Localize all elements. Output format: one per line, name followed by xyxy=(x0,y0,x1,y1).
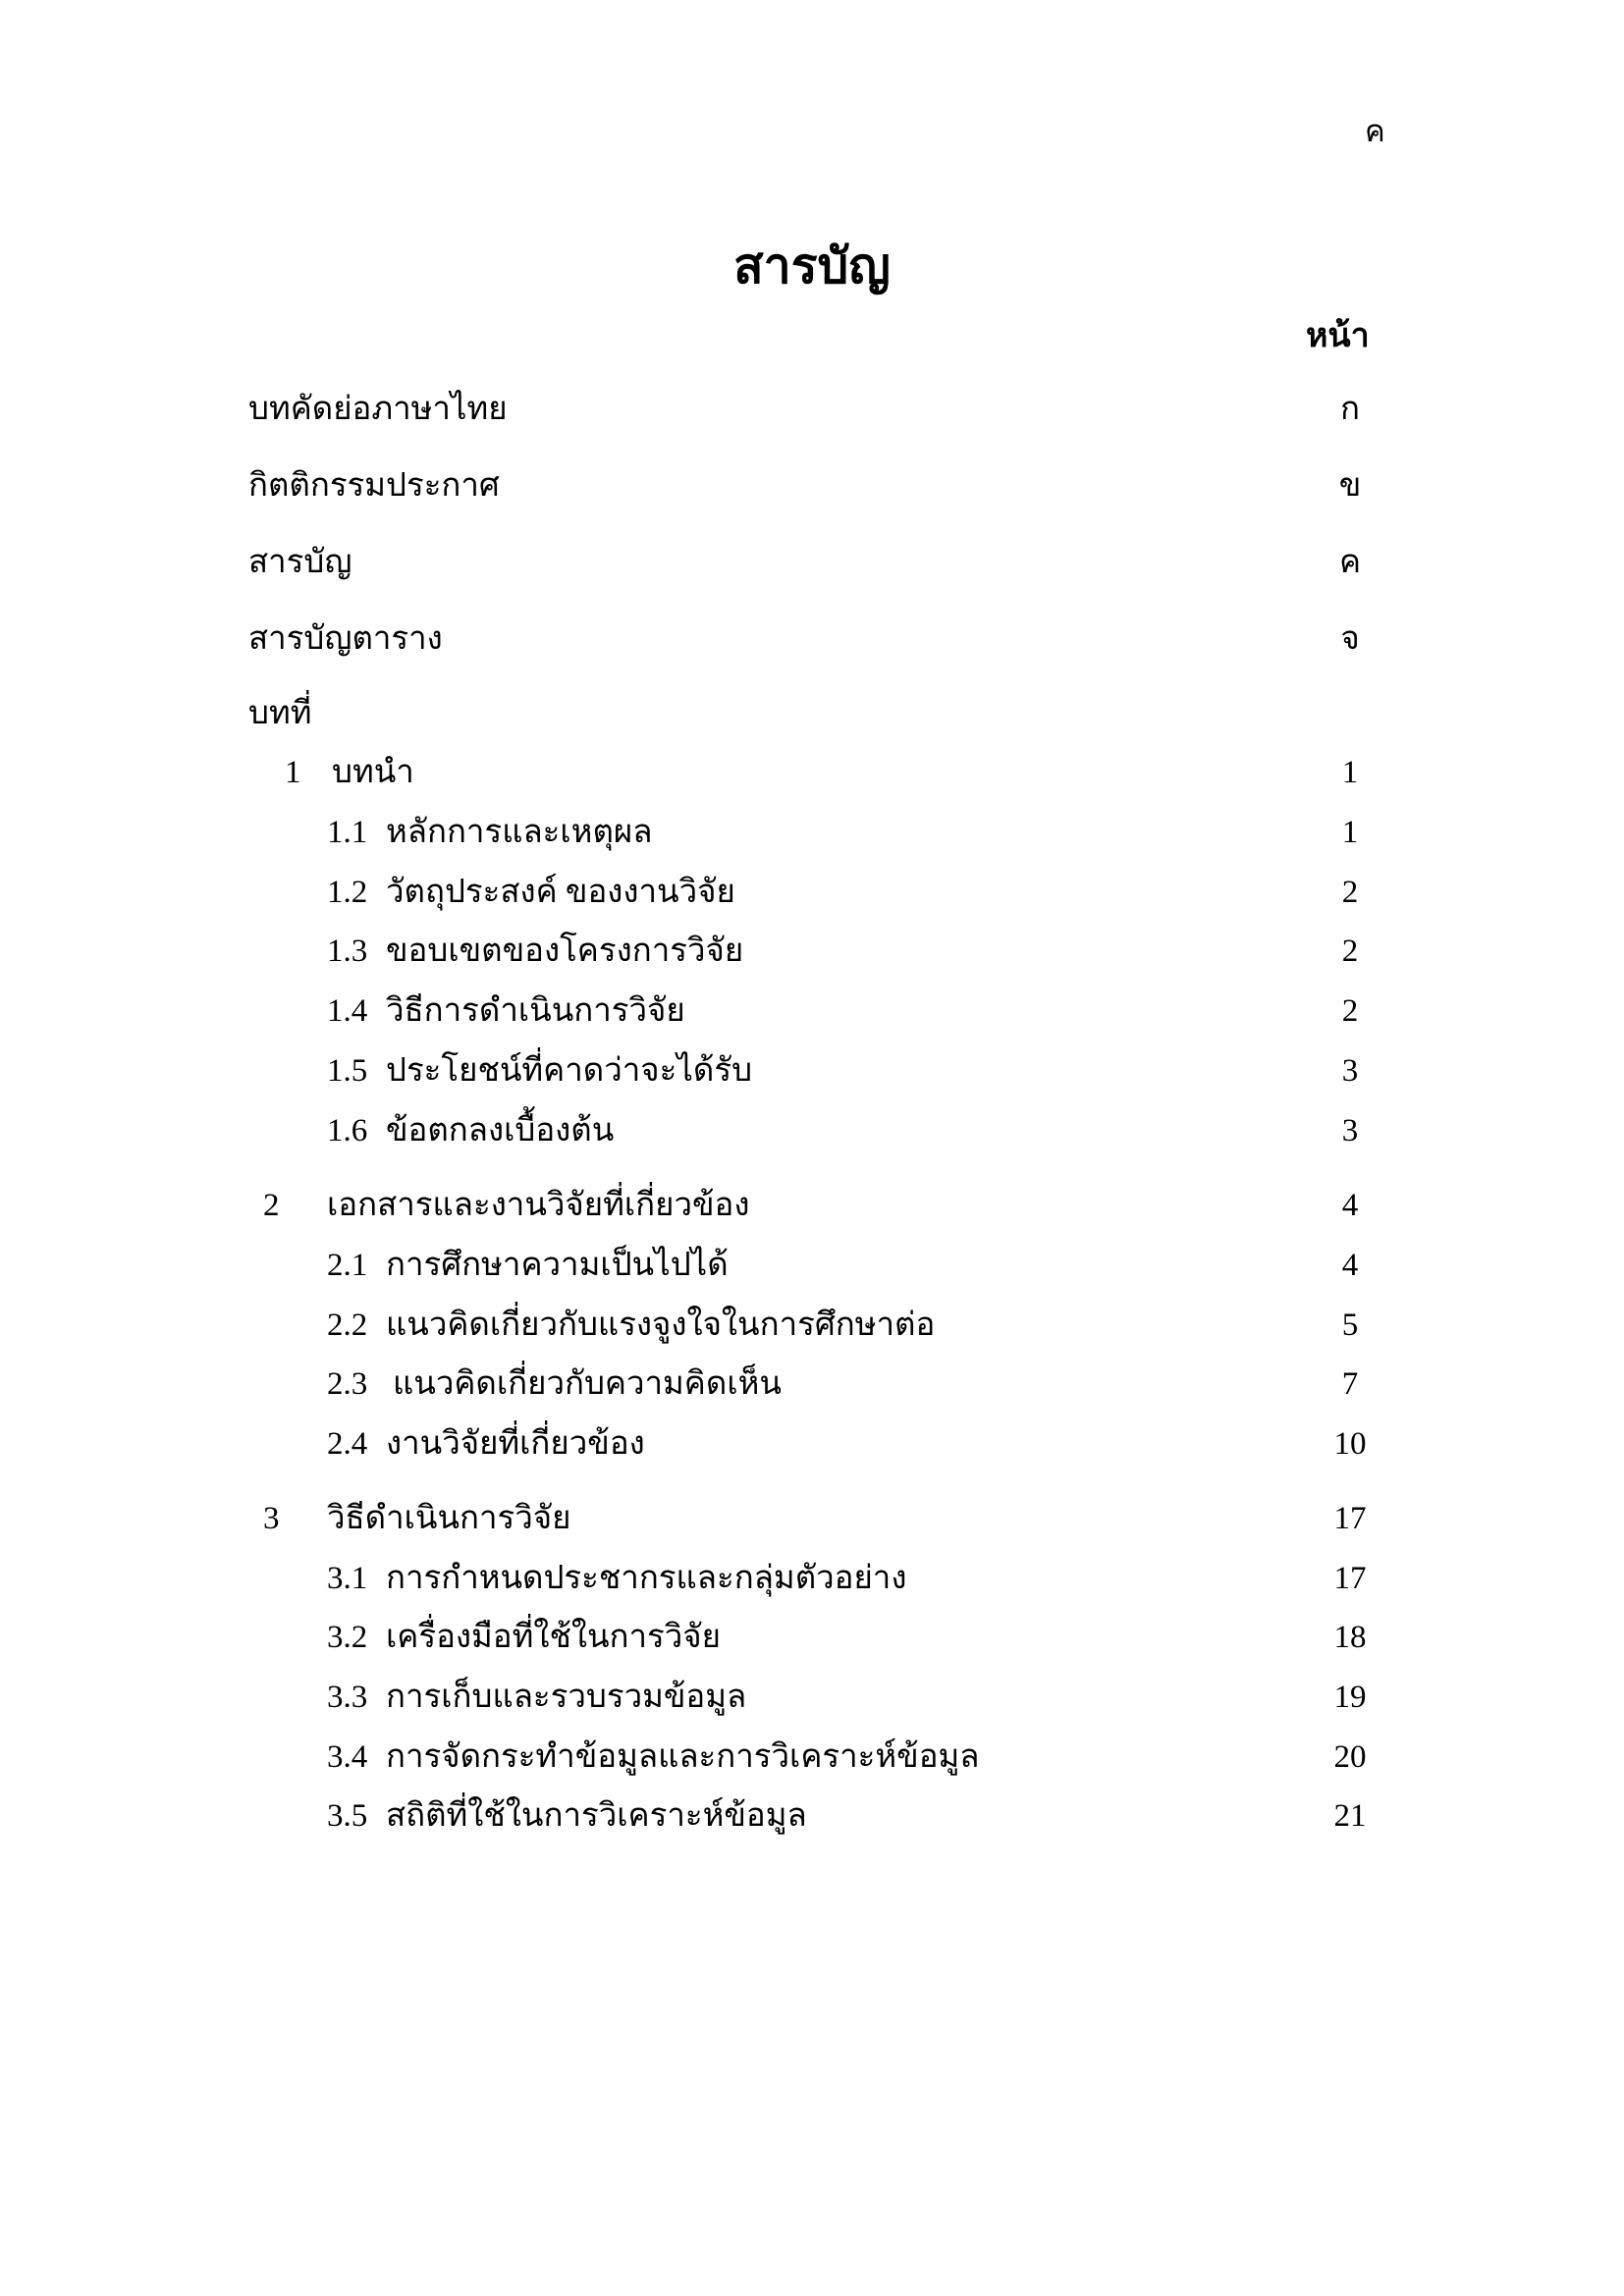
section-label: การเก็บและรวบรวมข้อมูล xyxy=(386,1680,747,1715)
toc-page: ข xyxy=(1338,468,1362,504)
toc-section-row xyxy=(0,1360,1624,1409)
chapter-label: วิธีดำเนินการวิจัย xyxy=(327,1501,571,1536)
toc-label: กิตติกรรมประกาศ xyxy=(248,468,500,504)
toc-section-row xyxy=(0,1673,1624,1722)
toc-section-row xyxy=(0,927,1624,976)
section-label: ข้อตกลงเบื้องต้น xyxy=(386,1113,615,1148)
toc-page: ค xyxy=(1338,545,1362,580)
section-number: 1.6 xyxy=(327,1113,368,1148)
toc-page: 17 xyxy=(1333,1561,1367,1596)
chapters-heading-row xyxy=(0,689,1624,738)
section-number: 2.2 xyxy=(327,1308,368,1343)
chapter-number: 2 xyxy=(263,1188,280,1223)
section-label: หลักการและเหตุผล xyxy=(386,815,653,850)
section-label: สถิติที่ใช้ในการวิเคราะห์ข้อมูล xyxy=(386,1798,807,1834)
toc-page: 20 xyxy=(1333,1739,1367,1775)
section-number: 3.1 xyxy=(327,1561,368,1596)
toc-section-row xyxy=(0,808,1624,857)
toc-label: สารบัญ xyxy=(248,545,352,580)
section-number: 3.2 xyxy=(327,1620,368,1655)
chapter-number: 1 xyxy=(285,755,301,790)
section-label: ขอบเขตของโครงการวิจัย xyxy=(386,934,744,969)
toc-page: 3 xyxy=(1341,1113,1359,1148)
toc-row xyxy=(0,614,1624,664)
section-label: วัตถุประสงค์ ของงานวิจัย xyxy=(386,875,735,910)
chapters-heading: บทที่ xyxy=(248,696,312,731)
toc-section-row xyxy=(0,1613,1624,1662)
toc-page: 4 xyxy=(1341,1188,1359,1223)
toc-page: 17 xyxy=(1333,1501,1367,1536)
toc-page: 1 xyxy=(1341,815,1359,850)
section-number: 1.1 xyxy=(327,815,368,850)
toc-section-row xyxy=(0,868,1624,917)
toc-page: จ xyxy=(1340,621,1360,657)
section-label: งานวิจัยที่เกี่ยวข้อง xyxy=(386,1426,645,1462)
toc-section-row xyxy=(0,987,1624,1036)
toc-chapter-row xyxy=(0,1181,1624,1230)
section-number: 1.3 xyxy=(327,934,368,969)
toc-page: 10 xyxy=(1333,1426,1367,1462)
toc-section-row xyxy=(0,1791,1624,1841)
toc-page: 2 xyxy=(1341,875,1359,910)
chapter-label: เอกสารและงานวิจัยที่เกี่ยวข้อง xyxy=(327,1188,750,1223)
toc-row xyxy=(0,385,1624,434)
toc-page: ก xyxy=(1340,392,1360,427)
toc-page: 1 xyxy=(1341,755,1359,790)
section-label: ประโยชน์ที่คาดว่าจะได้รับ xyxy=(386,1053,753,1089)
toc-section-row xyxy=(0,1554,1624,1603)
toc-section-row xyxy=(0,1241,1624,1290)
section-label: การจัดกระทำข้อมูลและการวิเคราะห์ข้อมูล xyxy=(386,1739,980,1775)
toc-page: 4 xyxy=(1341,1248,1359,1283)
page-column-header: หน้า xyxy=(1306,318,1370,354)
page-title: สารบัญ xyxy=(733,239,891,294)
section-number: 3.4 xyxy=(327,1739,368,1775)
section-label: เครื่องมือที่ใช้ในการวิจัย xyxy=(386,1620,721,1655)
page-number: ค xyxy=(1365,114,1385,148)
toc-label: สารบัญตาราง xyxy=(248,621,443,657)
toc-section-row xyxy=(0,1419,1624,1468)
toc-section-row xyxy=(0,1301,1624,1350)
toc-row xyxy=(0,461,1624,510)
toc-chapter-row xyxy=(0,748,1624,797)
section-number: 3.5 xyxy=(327,1798,368,1834)
section-label: แนวคิดเกี่ยวกับแรงจูงใจในการศึกษาต่อ xyxy=(386,1308,936,1343)
toc-page: 2 xyxy=(1341,934,1359,969)
section-number: 2.4 xyxy=(327,1426,368,1462)
toc-label: บทคัดย่อภาษาไทย xyxy=(248,392,508,427)
toc-page: 2 xyxy=(1341,993,1359,1029)
toc-chapter-row xyxy=(0,1494,1624,1543)
section-label: วิธีการดำเนินการวิจัย xyxy=(386,993,685,1029)
section-number: 2.1 xyxy=(327,1248,368,1283)
toc-page: 7 xyxy=(1341,1366,1359,1402)
toc-section-row xyxy=(0,1733,1624,1782)
section-number: 1.2 xyxy=(327,875,368,910)
section-number: 3.3 xyxy=(327,1680,368,1715)
section-label: การกำหนดประชากรและกลุ่มตัวอย่าง xyxy=(386,1561,907,1596)
toc-page: 19 xyxy=(1333,1680,1367,1715)
section-number: 1.4 xyxy=(327,993,368,1029)
toc-page: 21 xyxy=(1333,1798,1367,1834)
toc-section-row xyxy=(0,1106,1624,1155)
section-number: 1.5 xyxy=(327,1053,368,1089)
chapter-number: 3 xyxy=(263,1501,280,1536)
toc-page: 5 xyxy=(1341,1308,1359,1343)
section-number: 2.3 xyxy=(327,1366,368,1402)
toc-row xyxy=(0,538,1624,587)
toc-section-row xyxy=(0,1046,1624,1095)
toc-page: 18 xyxy=(1333,1620,1367,1655)
section-label: แนวคิดเกี่ยวกับความคิดเห็น xyxy=(393,1366,782,1402)
section-label: การศึกษาความเป็นไปได้ xyxy=(386,1248,729,1283)
chapter-label: บทนำ xyxy=(332,755,414,790)
toc-page: 3 xyxy=(1341,1053,1359,1089)
